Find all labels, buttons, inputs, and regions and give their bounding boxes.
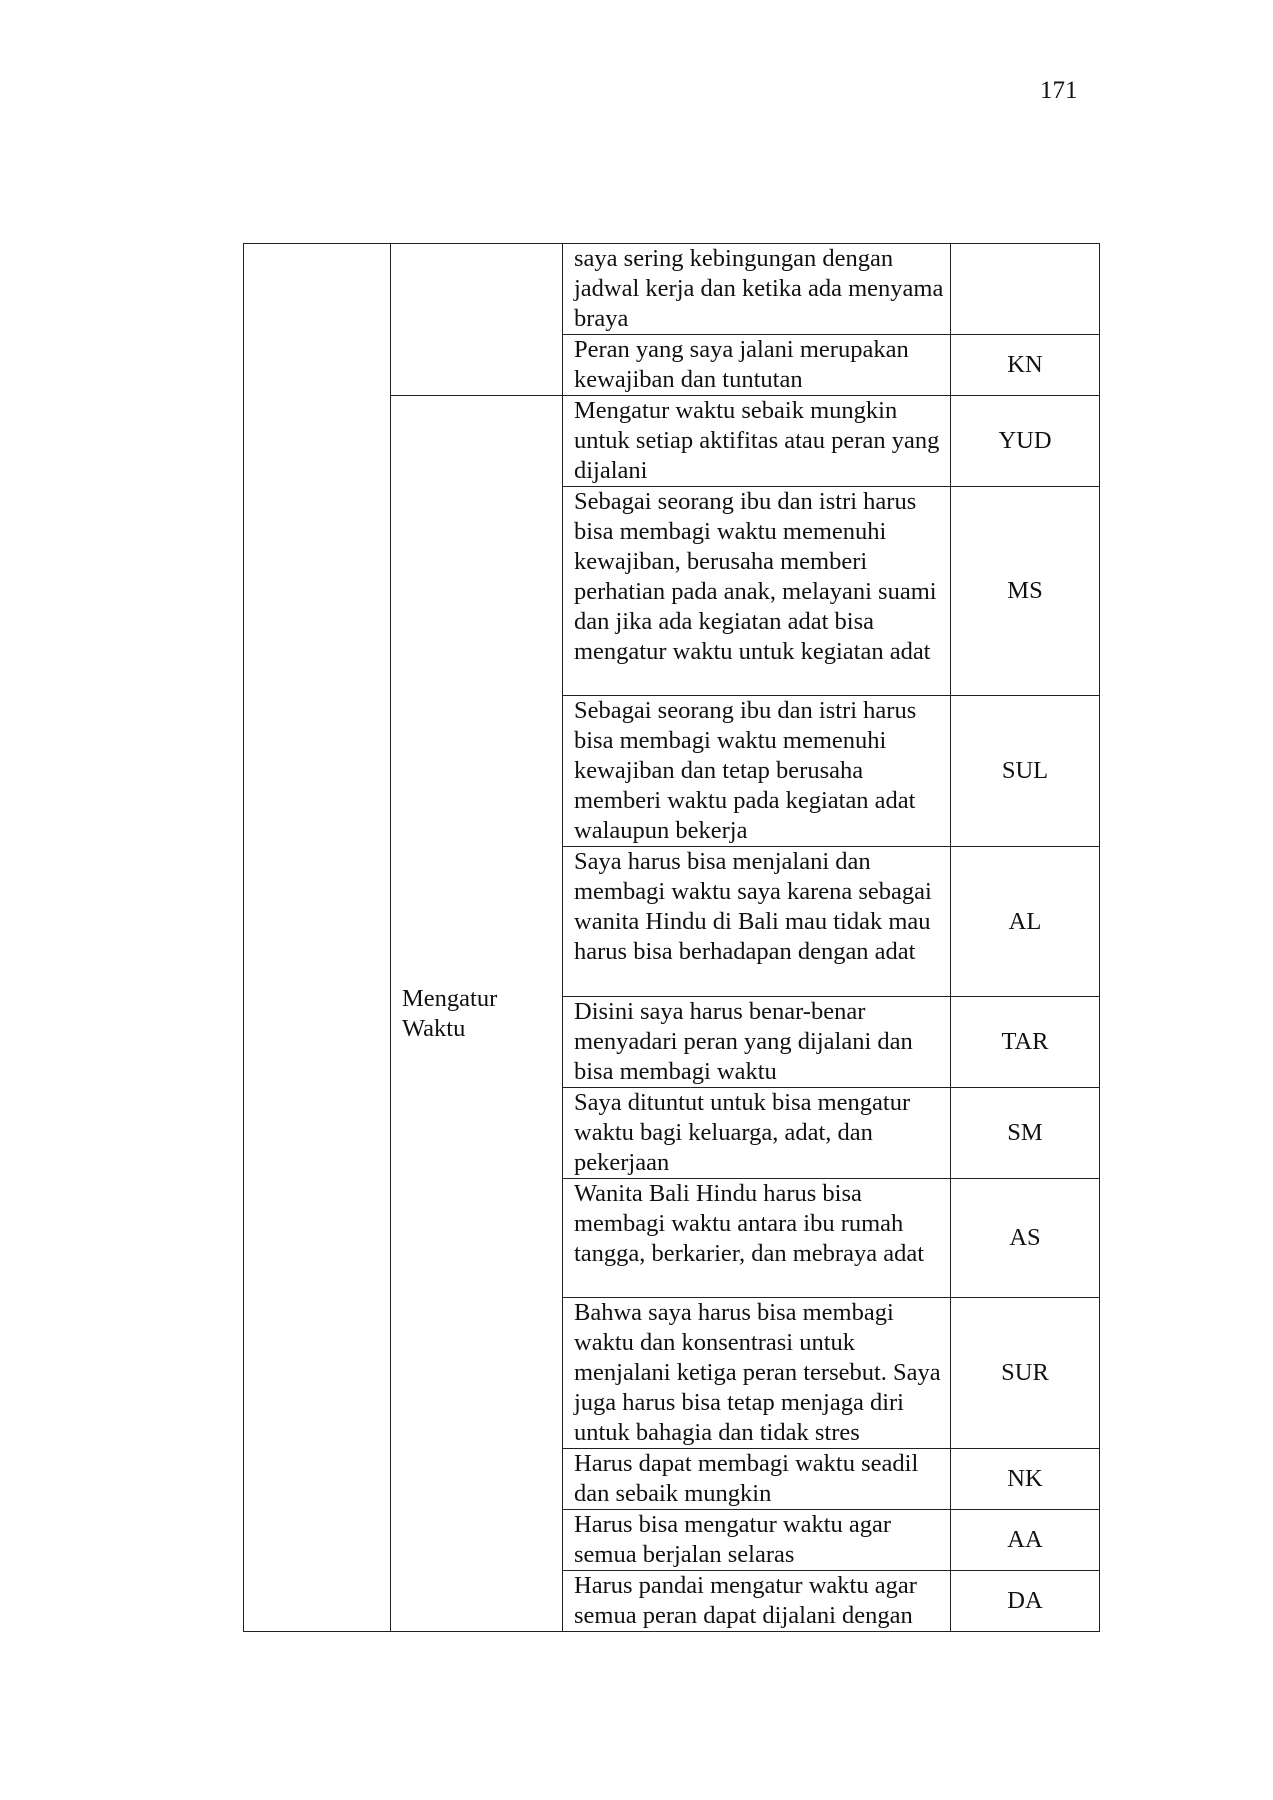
theme-label: Mengatur Waktu — [391, 396, 563, 1632]
statement-cell: Harus pandai mengatur waktu agar semua peran dapat dijalani dengan — [563, 1571, 951, 1632]
statement-cell: Peran yang saya jalani merupakan kewajiban dan tuntutan — [563, 335, 951, 396]
participant-code: KN — [951, 335, 1100, 396]
participant-code: AA — [951, 1510, 1100, 1571]
participant-code: SUL — [951, 696, 1100, 847]
empty-column-cell — [244, 244, 391, 1632]
statement-cell: Saya harus bisa menjalani dan membagi waktu saya karena sebagai wanita Hindu di Bali mau tidak mau harus bisa berhadapan dengan adat — [563, 847, 951, 997]
participant-code: YUD — [951, 396, 1100, 487]
table-row — [244, 244, 1100, 335]
participant-code: NK — [951, 1449, 1100, 1510]
statement-cell: Sebagai seorang ibu dan istri harus bisa membagi waktu memenuhi kewajiban dan tetap berusaha memberi waktu pada kegiatan adat walaupun bekerja — [563, 696, 951, 847]
participant-code: SUR — [951, 1298, 1100, 1449]
participant-code — [951, 244, 1100, 335]
participant-code: MS — [951, 487, 1100, 696]
previous-theme-cell — [391, 244, 563, 396]
page-number: 171 — [1040, 77, 1078, 104]
participant-code: AL — [951, 847, 1100, 997]
interview-table — [243, 243, 1100, 1632]
statement-cell: saya sering kebingungan dengan jadwal kerja dan ketika ada menyama braya — [563, 244, 951, 335]
statement-cell: Saya dituntut untuk bisa mengatur waktu bagi keluarga, adat, dan pekerjaan — [563, 1088, 951, 1179]
statement-cell: Wanita Bali Hindu harus bisa membagi waktu antara ibu rumah tangga, berkarier, dan mebraya adat — [563, 1179, 951, 1298]
statement-cell: Mengatur waktu sebaik mungkin untuk setiap aktifitas atau peran yang dijalani — [563, 396, 951, 487]
statement-cell: Sebagai seorang ibu dan istri harus bisa membagi waktu memenuhi kewajiban, berusaha memberi perhatian pada anak, melayani suami dan jika ada kegiatan adat bisa mengatur waktu untuk kegiatan adat — [563, 487, 951, 696]
participant-code: AS — [951, 1179, 1100, 1298]
statement-cell: Harus dapat membagi waktu seadil dan sebaik mungkin — [563, 1449, 951, 1510]
participant-code: SM — [951, 1088, 1100, 1179]
participant-code: TAR — [951, 997, 1100, 1088]
statement-cell: Harus bisa mengatur waktu agar semua berjalan selaras — [563, 1510, 951, 1571]
participant-code: DA — [951, 1571, 1100, 1632]
statement-cell: Disini saya harus benar-benar menyadari peran yang dijalani dan bisa membagi waktu — [563, 997, 951, 1088]
statement-cell: Bahwa saya harus bisa membagi waktu dan konsentrasi untuk menjalani ketiga peran tersebut. Saya juga harus bisa tetap menjaga diri untuk bahagia dan tidak stres — [563, 1298, 951, 1449]
